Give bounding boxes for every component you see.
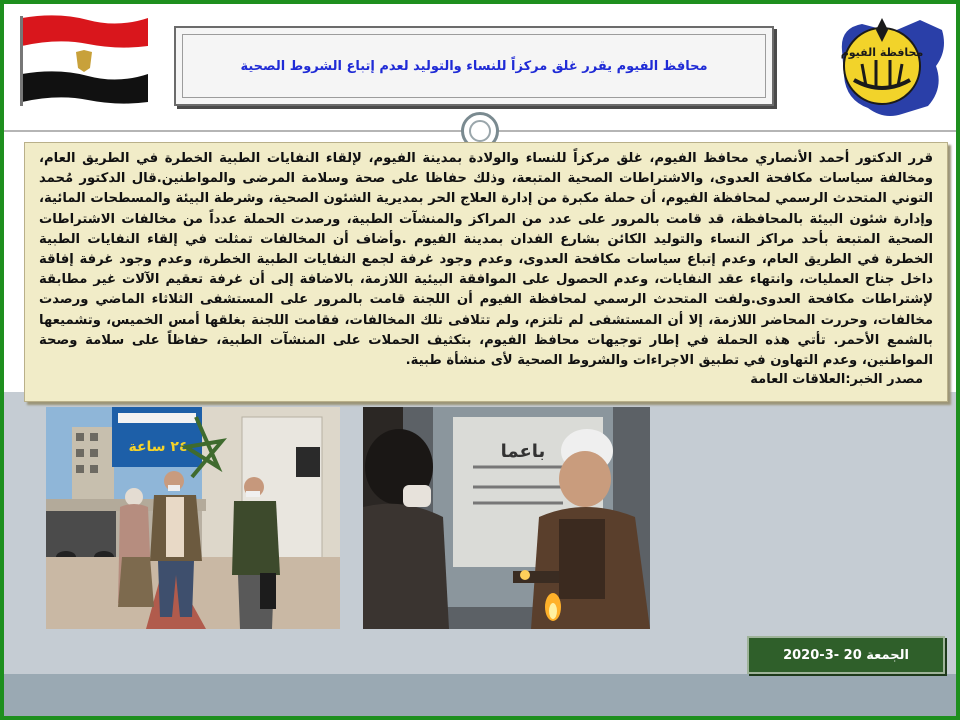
article-source: مصدر الخبر:العلاقات العامة bbox=[750, 372, 923, 388]
right-photo-glass-text: باعما bbox=[500, 441, 546, 462]
headline-box bbox=[174, 26, 774, 106]
headline-title: محافظ الفيوم يقرر غلق مركزاً للنساء والتوليد لعدم إتباع الشروط الصحية bbox=[240, 58, 708, 74]
photo-red-wax-sealing bbox=[363, 407, 650, 629]
publish-date: الجمعة 20 -3-2020 bbox=[783, 647, 909, 663]
left-photo-sign-text: ٢٤ ساعة bbox=[128, 439, 188, 455]
photo-street-inspection bbox=[46, 407, 340, 629]
logo-text: محافظة الفيوم bbox=[840, 46, 924, 59]
date-badge bbox=[747, 636, 945, 674]
egypt-flag-icon bbox=[18, 12, 152, 108]
headline-inner-frame bbox=[182, 34, 766, 98]
bottom-strip bbox=[4, 674, 956, 716]
article-body: قرر الدكتور أحمد الأنصاري محافظ الفيوم، غلق مركزاً للنساء والولادة بمدينة الفيوم، لإلقاء النفايات الطبية الخطرة في الطريق العام، ومخالفة سياسات مكافحة العدوى، والاشتراطات الصحية المتبعة، وذلك حفاظا على صحة وسلامة المرضى والمواطنين.قال الدكتور مُحمد التوني المتحدث الرسمي لمحافظة الفيوم، أن حملة مكبرة من إدارة العلاج الحر بمديرية الشئون الصحية، وشرطة البيئة والمسطحات المائية، وإدارة شئون البيئة بالمحافظة، قد قامت بالمرور على عدد من المراكز والمنشآت الطبية، ورصدت الحملة عدداً من مخالفات الاشتراطات الصحية المتبعة بأحد مراكز النساء والتوليد الكائن بشارع الفدان بمدينة الفيوم .وأضاف أن المخالفات تمثلت في إلقاء النفايات الطبية الخطرة في الطريق العام، وعدم إتباع سياسات مكافحة العدوى، وعدم وجود غرفة لجمع النفايات الطبية الخطرة، وعدم وجود غرفة إفاقة داخل جناح العمليات، وانتهاء عقد النفايات، وعدم الحصول على الموافقة البيئية اللازمة، بالاضافة إلى أن غرفة تعقيم الآلات غير مطابقة لإشتراطات مكافحة العدوى.ولفت المتحدث الرسمي لمحافظة الفيوم أن اللجنة قامت بالمرور على المستشفى الثلاثاء الماضي ورصدت مخالفات، وحررت المحاضر اللازمة، إلا أن المستشفى لم تلتزم، ولم تتلافى تلك المخالفات، فقامت اللجنة بغلقها أمس الخميس، وتشميعها بالشمع الأحمر. تأتي هذه الحملة في إطار توجيهات محافظ الفيوم، بتكثيف الحملات على المنشآت الطبية، حفاظاً على سلامة وصحة المواطنين، وعدم التهاون في تطبيق الاجراءات والشروط الصحية لأى منشأة طبية. bbox=[39, 151, 933, 369]
fayoum-governorate-logo bbox=[832, 10, 952, 122]
article-box bbox=[24, 142, 948, 402]
